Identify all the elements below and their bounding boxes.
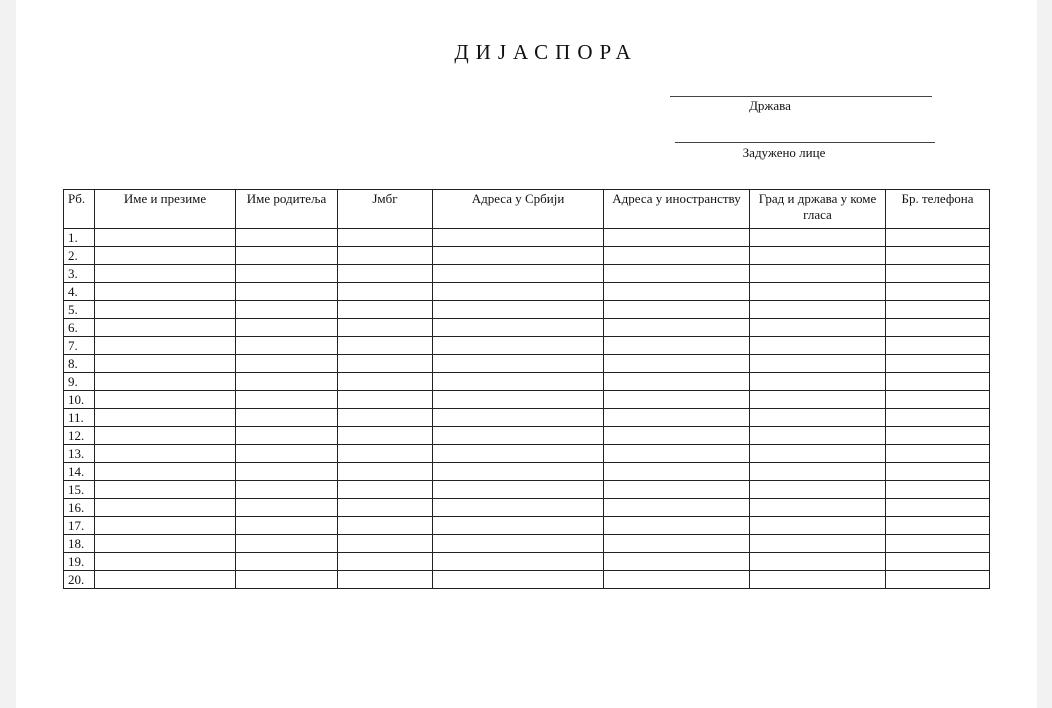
table-row — [64, 283, 990, 301]
jmbg-cell[interactable] — [338, 355, 433, 373]
phone-cell[interactable] — [886, 463, 990, 481]
name-cell[interactable] — [95, 409, 236, 427]
name-cell[interactable] — [95, 553, 236, 571]
parent-name-cell[interactable] — [236, 229, 338, 247]
country-label: Држава — [749, 98, 791, 113]
jmbg-cell[interactable] — [338, 319, 433, 337]
voting-city-country-cell[interactable] — [750, 409, 886, 427]
name-cell[interactable] — [95, 391, 236, 409]
phone-cell[interactable] — [886, 337, 990, 355]
name-cell[interactable] — [95, 283, 236, 301]
parent-name-cell[interactable] — [236, 499, 338, 517]
phone-cell[interactable] — [886, 427, 990, 445]
jmbg-cell[interactable] — [338, 445, 433, 463]
parent-name-cell[interactable] — [236, 319, 338, 337]
voting-city-country-cell[interactable] — [750, 337, 886, 355]
address-abroad-cell[interactable] — [604, 247, 750, 265]
voting-city-country-cell[interactable] — [750, 499, 886, 517]
parent-name-cell[interactable] — [236, 373, 338, 391]
address-serbia-cell[interactable] — [433, 463, 604, 481]
voting-city-country-cell[interactable] — [750, 265, 886, 283]
phone-cell[interactable] — [886, 517, 990, 535]
jmbg-cell[interactable] — [338, 391, 433, 409]
phone-cell[interactable] — [886, 247, 990, 265]
parent-name-cell[interactable] — [236, 571, 338, 589]
name-cell[interactable] — [95, 445, 236, 463]
phone-cell[interactable] — [886, 229, 990, 247]
row-number: 19. — [64, 553, 95, 571]
voting-city-country-cell[interactable] — [750, 283, 886, 301]
column-header-voting-city-country: Град и држава у коме гласа — [750, 190, 886, 229]
row-number: 5. — [64, 301, 95, 319]
address-serbia-cell[interactable] — [433, 319, 604, 337]
address-serbia-cell[interactable] — [433, 409, 604, 427]
address-serbia-cell[interactable] — [433, 265, 604, 283]
table-row — [64, 499, 990, 517]
table-row — [64, 409, 990, 427]
parent-name-cell[interactable] — [236, 463, 338, 481]
jmbg-cell[interactable] — [338, 337, 433, 355]
jmbg-cell[interactable] — [338, 247, 433, 265]
address-abroad-cell[interactable] — [604, 517, 750, 535]
address-serbia-cell[interactable] — [433, 337, 604, 355]
phone-cell[interactable] — [886, 571, 990, 589]
voting-city-country-cell[interactable] — [750, 535, 886, 553]
table-row — [64, 301, 990, 319]
jmbg-cell[interactable] — [338, 481, 433, 499]
address-abroad-cell[interactable] — [604, 373, 750, 391]
name-cell[interactable] — [95, 229, 236, 247]
voting-city-country-cell[interactable] — [750, 247, 886, 265]
jmbg-cell[interactable] — [338, 301, 433, 319]
address-serbia-cell[interactable] — [433, 517, 604, 535]
table-row — [64, 337, 990, 355]
jmbg-cell[interactable] — [338, 265, 433, 283]
address-serbia-cell[interactable] — [433, 373, 604, 391]
name-cell[interactable] — [95, 373, 236, 391]
jmbg-cell[interactable] — [338, 409, 433, 427]
parent-name-cell[interactable] — [236, 355, 338, 373]
row-number: 20. — [64, 571, 95, 589]
name-cell[interactable] — [95, 301, 236, 319]
jmbg-cell[interactable] — [338, 499, 433, 517]
address-serbia-cell[interactable] — [433, 247, 604, 265]
address-abroad-cell[interactable] — [604, 481, 750, 499]
address-abroad-cell[interactable] — [604, 283, 750, 301]
address-abroad-cell[interactable] — [604, 319, 750, 337]
voting-city-country-cell[interactable] — [750, 301, 886, 319]
table-header-row — [64, 190, 990, 229]
country-signature-line[interactable] — [670, 96, 932, 97]
address-abroad-cell[interactable] — [604, 409, 750, 427]
phone-cell[interactable] — [886, 301, 990, 319]
responsible-person-label: Задужено лице — [742, 145, 826, 160]
address-serbia-cell[interactable] — [433, 481, 604, 499]
row-number: 3. — [64, 265, 95, 283]
parent-name-cell[interactable] — [236, 535, 338, 553]
table-row — [64, 319, 990, 337]
phone-cell[interactable] — [886, 481, 990, 499]
jmbg-cell[interactable] — [338, 535, 433, 553]
address-serbia-cell[interactable] — [433, 499, 604, 517]
name-cell[interactable] — [95, 517, 236, 535]
column-header-rb: Рб. — [64, 190, 95, 229]
address-abroad-cell[interactable] — [604, 571, 750, 589]
parent-name-cell[interactable] — [236, 265, 338, 283]
jmbg-cell[interactable] — [338, 373, 433, 391]
column-header-address-serbia: Адреса у Србији — [433, 190, 604, 229]
column-header-phone: Бр. телефона — [886, 190, 990, 229]
phone-cell[interactable] — [886, 265, 990, 283]
diaspora-table — [63, 189, 990, 589]
address-serbia-cell[interactable] — [433, 391, 604, 409]
address-abroad-cell[interactable] — [604, 445, 750, 463]
voting-city-country-cell[interactable] — [750, 481, 886, 499]
address-serbia-cell[interactable] — [433, 301, 604, 319]
jmbg-cell[interactable] — [338, 517, 433, 535]
parent-name-cell[interactable] — [236, 445, 338, 463]
responsible-person-signature-line[interactable] — [675, 142, 935, 143]
table-row — [64, 445, 990, 463]
row-number: 12. — [64, 427, 95, 445]
name-cell[interactable] — [95, 355, 236, 373]
voting-city-country-cell[interactable] — [750, 355, 886, 373]
parent-name-cell[interactable] — [236, 283, 338, 301]
parent-name-cell[interactable] — [236, 337, 338, 355]
form-page — [16, 0, 1037, 708]
address-abroad-cell[interactable] — [604, 499, 750, 517]
row-number: 10. — [64, 391, 95, 409]
address-abroad-cell[interactable] — [604, 427, 750, 445]
row-number: 18. — [64, 535, 95, 553]
voting-city-country-cell[interactable] — [750, 229, 886, 247]
name-cell[interactable] — [95, 499, 236, 517]
row-number: 8. — [64, 355, 95, 373]
phone-cell[interactable] — [886, 283, 990, 301]
table-row — [64, 535, 990, 553]
table-row — [64, 391, 990, 409]
jmbg-cell[interactable] — [338, 427, 433, 445]
name-cell[interactable] — [95, 319, 236, 337]
address-serbia-cell[interactable] — [433, 553, 604, 571]
parent-name-cell[interactable] — [236, 301, 338, 319]
address-serbia-cell[interactable] — [433, 445, 604, 463]
address-serbia-cell[interactable] — [433, 427, 604, 445]
voting-city-country-cell[interactable] — [750, 427, 886, 445]
row-number: 4. — [64, 283, 95, 301]
row-number: 1. — [64, 229, 95, 247]
column-header-parent-name: Име родитеља — [236, 190, 338, 229]
row-number: 2. — [64, 247, 95, 265]
table-row — [64, 265, 990, 283]
name-cell[interactable] — [95, 481, 236, 499]
parent-name-cell[interactable] — [236, 481, 338, 499]
phone-cell[interactable] — [886, 373, 990, 391]
row-number: 13. — [64, 445, 95, 463]
phone-cell[interactable] — [886, 535, 990, 553]
row-number: 16. — [64, 499, 95, 517]
table-row — [64, 553, 990, 571]
name-cell[interactable] — [95, 427, 236, 445]
row-number: 15. — [64, 481, 95, 499]
table-row — [64, 517, 990, 535]
name-cell[interactable] — [95, 535, 236, 553]
address-serbia-cell[interactable] — [433, 355, 604, 373]
jmbg-cell[interactable] — [338, 229, 433, 247]
row-number: 6. — [64, 319, 95, 337]
voting-city-country-cell[interactable] — [750, 319, 886, 337]
voting-city-country-cell[interactable] — [750, 373, 886, 391]
phone-cell[interactable] — [886, 319, 990, 337]
voting-city-country-cell[interactable] — [750, 517, 886, 535]
table-row — [64, 427, 990, 445]
parent-name-cell[interactable] — [236, 247, 338, 265]
name-cell[interactable] — [95, 247, 236, 265]
phone-cell[interactable] — [886, 391, 990, 409]
name-cell[interactable] — [95, 337, 236, 355]
phone-cell[interactable] — [886, 355, 990, 373]
form-title: ДИЈАСПОРА — [454, 40, 638, 64]
address-abroad-cell[interactable] — [604, 229, 750, 247]
parent-name-cell[interactable] — [236, 517, 338, 535]
address-abroad-cell[interactable] — [604, 301, 750, 319]
name-cell[interactable] — [95, 571, 236, 589]
table-row — [64, 373, 990, 391]
table-row — [64, 247, 990, 265]
jmbg-cell[interactable] — [338, 571, 433, 589]
address-abroad-cell[interactable] — [604, 265, 750, 283]
row-number: 7. — [64, 337, 95, 355]
address-abroad-cell[interactable] — [604, 535, 750, 553]
voting-city-country-cell[interactable] — [750, 553, 886, 571]
table-row — [64, 355, 990, 373]
parent-name-cell[interactable] — [236, 427, 338, 445]
table-row — [64, 571, 990, 589]
table-row — [64, 229, 990, 247]
jmbg-cell[interactable] — [338, 283, 433, 301]
phone-cell[interactable] — [886, 445, 990, 463]
table-row — [64, 463, 990, 481]
parent-name-cell[interactable] — [236, 553, 338, 571]
address-abroad-cell[interactable] — [604, 391, 750, 409]
phone-cell[interactable] — [886, 553, 990, 571]
row-number: 14. — [64, 463, 95, 481]
row-number: 11. — [64, 409, 95, 427]
address-abroad-cell[interactable] — [604, 337, 750, 355]
address-serbia-cell[interactable] — [433, 571, 604, 589]
voting-city-country-cell[interactable] — [750, 571, 886, 589]
jmbg-cell[interactable] — [338, 463, 433, 481]
phone-cell[interactable] — [886, 499, 990, 517]
column-header-address-abroad: Адреса у иностранству — [604, 190, 750, 229]
parent-name-cell[interactable] — [236, 409, 338, 427]
name-cell[interactable] — [95, 463, 236, 481]
column-header-name: Име и презиме — [95, 190, 236, 229]
row-number: 17. — [64, 517, 95, 535]
voting-city-country-cell[interactable] — [750, 391, 886, 409]
address-abroad-cell[interactable] — [604, 553, 750, 571]
column-header-jmbg: Јмбг — [338, 190, 433, 229]
name-cell[interactable] — [95, 265, 236, 283]
address-abroad-cell[interactable] — [604, 463, 750, 481]
address-serbia-cell[interactable] — [433, 229, 604, 247]
jmbg-cell[interactable] — [338, 553, 433, 571]
table-row — [64, 481, 990, 499]
address-abroad-cell[interactable] — [604, 355, 750, 373]
voting-city-country-cell[interactable] — [750, 463, 886, 481]
voting-city-country-cell[interactable] — [750, 445, 886, 463]
address-serbia-cell[interactable] — [433, 535, 604, 553]
row-number: 9. — [64, 373, 95, 391]
parent-name-cell[interactable] — [236, 391, 338, 409]
phone-cell[interactable] — [886, 409, 990, 427]
address-serbia-cell[interactable] — [433, 283, 604, 301]
